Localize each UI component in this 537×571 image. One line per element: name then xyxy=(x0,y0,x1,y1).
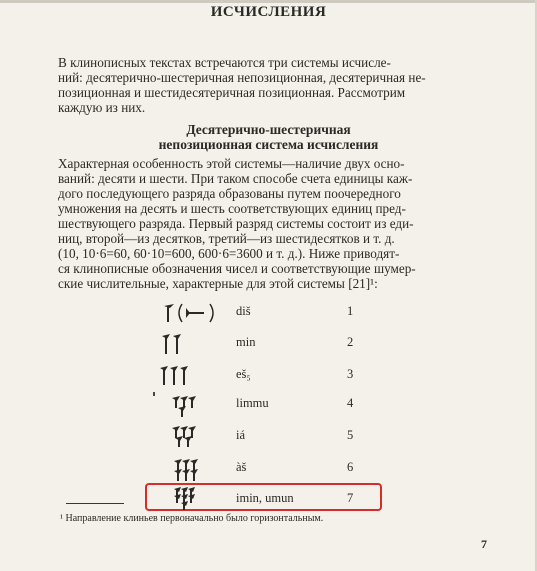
body-line: умножения на десять и шесть соответствующих единиц пред- xyxy=(58,201,406,216)
cuneiform-4-icon xyxy=(170,394,230,418)
numeral-word: limmu xyxy=(236,396,269,410)
numeral-number: 6 xyxy=(347,460,354,474)
numeral-word: imin, umun xyxy=(236,491,294,505)
cuneiform-2-icon xyxy=(160,330,220,354)
stray-mark xyxy=(153,392,155,396)
cuneiform-3-icon xyxy=(158,363,218,387)
body-paragraph xyxy=(58,156,490,291)
cuneiform-5-icon xyxy=(170,424,230,448)
page-title: ИСЧИСЛЕНИЯ xyxy=(210,4,327,20)
numeral-number: 5 xyxy=(347,428,354,442)
body-line: Характерная особенность этой системы—наличие двух осно- xyxy=(58,156,405,171)
intro-line: В клинописных текстах встречаются три системы исчисле- xyxy=(58,55,391,70)
numeral-word: eš₅ xyxy=(236,367,251,381)
numeral-word: iá xyxy=(236,428,246,442)
numeral-word: àš xyxy=(236,460,247,474)
numeral-word: diš xyxy=(236,304,251,318)
footnote: ¹ Направление клиньев первоначально было горизонтальным. xyxy=(60,513,324,524)
section-heading-line-1: Десятерично-шестеричная xyxy=(186,122,351,137)
intro-line: позиционная и шестидесятеричная позиционная. Рассмотрим xyxy=(58,85,406,100)
body-line: ские числительные, характерные для этой системы [21]¹: xyxy=(58,276,378,291)
page-number: 7 xyxy=(481,537,487,551)
intro-paragraph xyxy=(58,55,490,115)
body-line: дого последующего разряда образованы путем поочередного xyxy=(58,186,401,201)
numeral-number: 2 xyxy=(347,335,354,349)
numeral-number: 7 xyxy=(347,491,354,505)
body-line: ваний: десяти и шести. При таком способе счета единицы каж- xyxy=(58,171,413,186)
numeral-number: 3 xyxy=(347,367,354,381)
body-line: (10, 10·6=60, 60·10=600, 600·6=3600 и т. д.). Ниже приводят- xyxy=(58,246,400,261)
numeral-number: 4 xyxy=(347,396,354,410)
cuneiform-7-icon xyxy=(172,486,232,510)
section-heading-line-2: непозиционная система исчисления xyxy=(158,137,379,152)
cuneiform-1-icon xyxy=(160,300,220,324)
numeral-word: min xyxy=(236,335,256,349)
body-line: ся клинописные обозначения чисел и соответствующие шумер- xyxy=(58,261,416,276)
body-line: шествующего разряда. Первый разряд системы состоит из еди- xyxy=(58,216,414,231)
page-edge-top xyxy=(0,0,537,3)
body-line: ниц, второй—из десятков, третий—из шестидесятков и т. д. xyxy=(58,231,395,246)
cuneiform-6-icon xyxy=(172,457,232,481)
intro-line: ний: десятерично-шестеричная непозиционная, десятеричная не- xyxy=(58,70,426,85)
numeral-number: 1 xyxy=(347,304,354,318)
intro-line: каждую из них. xyxy=(58,100,146,115)
footnote-rule xyxy=(66,503,124,504)
